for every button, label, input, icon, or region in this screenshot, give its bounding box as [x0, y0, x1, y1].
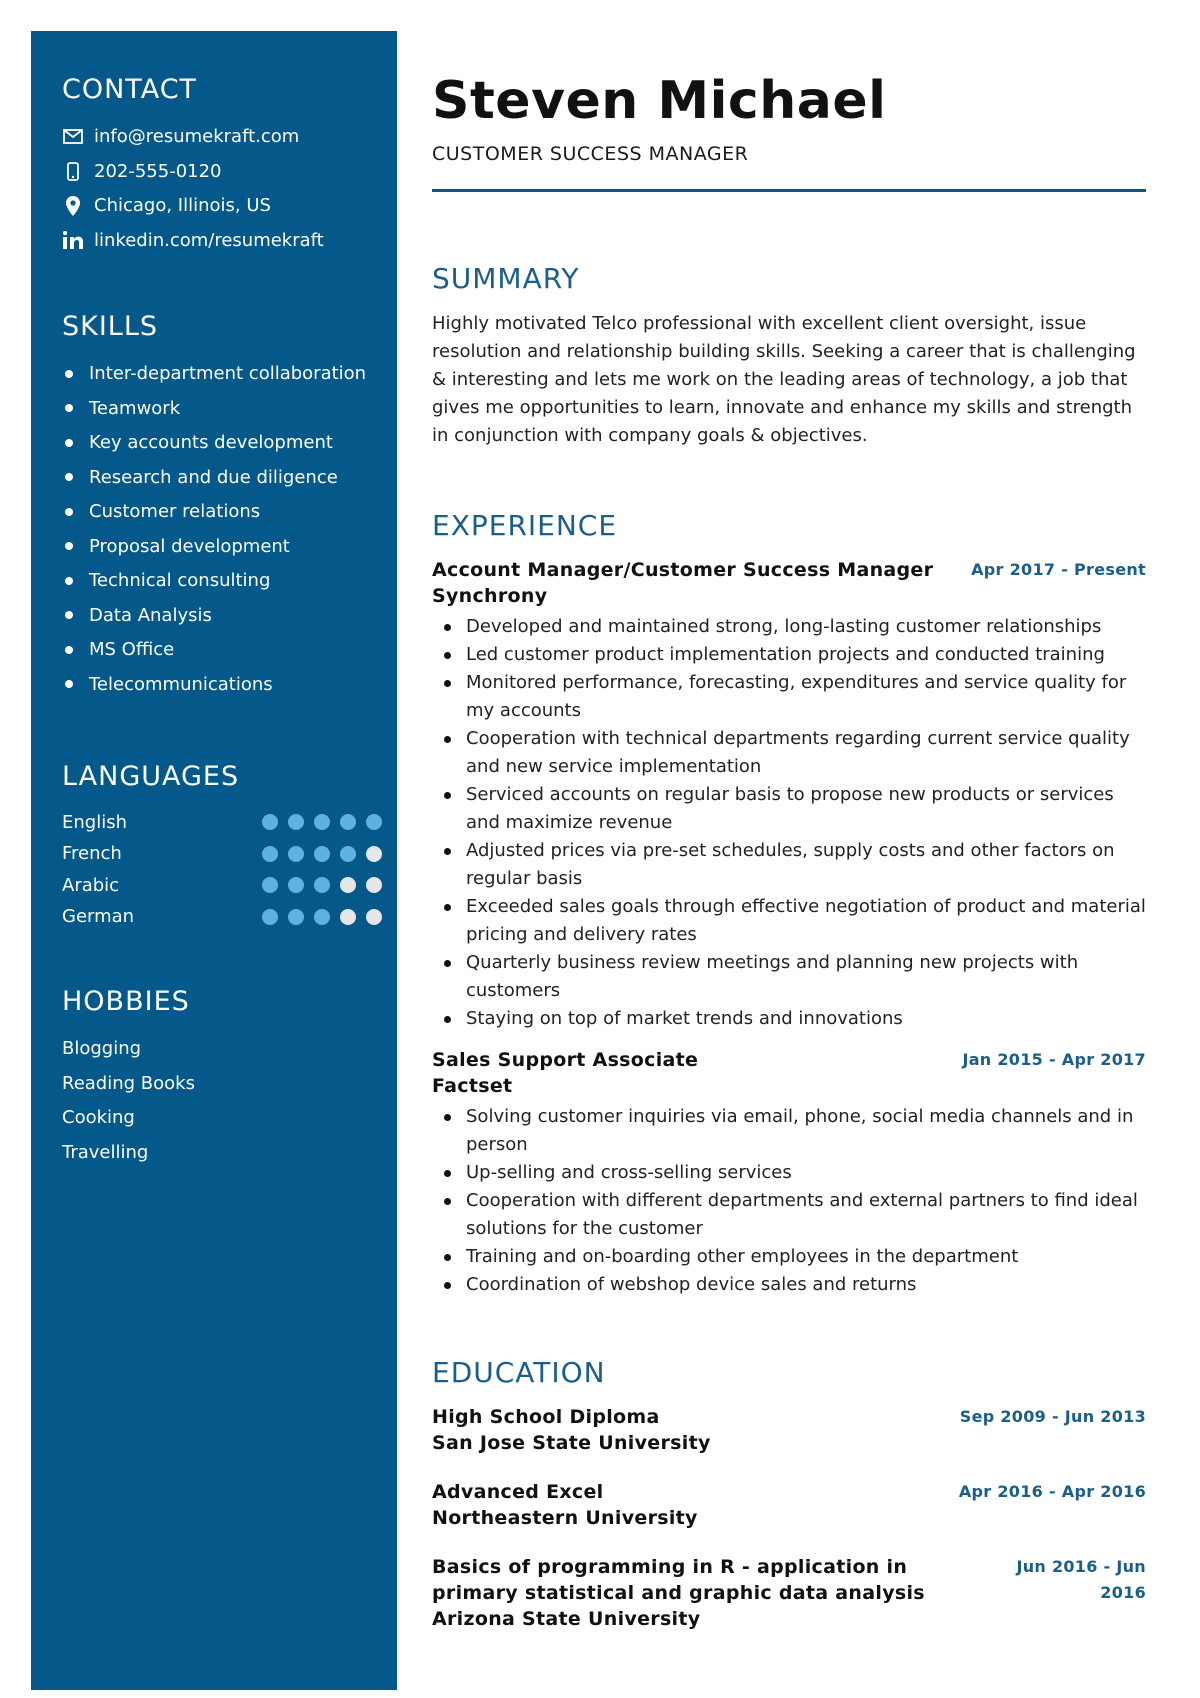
rating-dot-filled [262, 846, 278, 862]
job-company: Synchrony [432, 584, 548, 607]
job-bullet: Quarterly business review meetings and planning new projects with customers [432, 949, 1146, 1005]
job-bullet: Up-selling and cross-selling services [432, 1159, 1146, 1187]
education-heading: EDUCATION [432, 1356, 606, 1389]
skill-item [62, 494, 382, 529]
skills-section [62, 311, 382, 701]
education-dates: Jun 2016 - Jun 2016 [1016, 1556, 1146, 1602]
summary-section [432, 262, 1146, 450]
job-title: Sales Support Associate [432, 1048, 699, 1071]
job-entry [432, 557, 1146, 1033]
education-section [432, 1356, 1146, 1632]
hobbies-heading: HOBBIES [62, 986, 190, 1017]
rating-dot-filled [262, 814, 278, 830]
contact-section [62, 74, 382, 257]
candidate-name: Steven Michael [432, 71, 887, 131]
language-level-rating [262, 909, 382, 925]
rating-dot-empty [366, 846, 382, 862]
language-name: German [62, 906, 135, 928]
job-bullet: Exceeded sales goals through effective negotiation of product and material pricing and delivery rates [432, 893, 1146, 949]
linkedin-icon [62, 229, 84, 251]
language-item [62, 806, 382, 838]
job-bullets [432, 613, 1146, 1033]
education-school: Arizona State University [432, 1607, 701, 1630]
education-degree: Basics of programming in R - application in primary statistical and graphic data analysis [432, 1555, 925, 1604]
contact-email-text: info@resumekraft.com [94, 126, 300, 148]
language-name: Arabic [62, 874, 120, 896]
skill-label: Key accounts development [89, 432, 333, 454]
rating-dot-filled [288, 846, 304, 862]
rating-dot-filled [288, 814, 304, 830]
rating-dot-filled [314, 909, 330, 925]
bullet-dot [65, 473, 73, 481]
experience-section [432, 509, 1146, 1299]
hobbies-section [62, 986, 382, 1169]
contact-location [62, 188, 382, 223]
job-bullet: Adjusted prices via pre-set schedules, supply costs and other factors on regular basis [432, 837, 1146, 893]
hobby-item: Reading Books [62, 1072, 195, 1094]
skill-item [62, 632, 382, 667]
contact-linkedin[interactable] [62, 223, 382, 258]
job-bullet: Developed and maintained strong, long-lasting customer relationships [432, 613, 1146, 641]
contact-email[interactable] [62, 119, 382, 154]
skill-item [62, 460, 382, 495]
rating-dot-filled [314, 814, 330, 830]
education-degree: Advanced Excel [432, 1480, 604, 1503]
bullet-dot [65, 404, 73, 412]
contact-phone[interactable] [62, 154, 382, 189]
education-entry [432, 1404, 1146, 1456]
education-entry [432, 1479, 1146, 1531]
language-name: English [62, 811, 127, 833]
contact-heading: CONTACT [62, 74, 198, 105]
skill-item [62, 667, 382, 702]
rating-dot-filled [262, 877, 278, 893]
contact-linkedin-text: linkedin.com/resumekraft [94, 229, 324, 251]
rating-dot-filled [262, 909, 278, 925]
languages-heading: LANGUAGES [62, 761, 240, 792]
skill-label: Customer relations [89, 501, 261, 523]
bullet-dot [65, 577, 73, 585]
job-bullet: Led customer product implementation projects and conducted training [432, 641, 1146, 669]
job-title: Account Manager/Customer Success Manager [432, 558, 934, 581]
hobby-item: Blogging [62, 1038, 142, 1060]
contact-location-text: Chicago, Illinois, US [94, 195, 271, 217]
language-item [62, 838, 382, 870]
bullet-dot [65, 680, 73, 688]
skill-label: Proposal development [89, 535, 290, 557]
summary-heading: SUMMARY [432, 262, 580, 295]
job-bullets [432, 1103, 1146, 1299]
mail-icon [62, 126, 84, 148]
job-bullet: Training and on-boarding other employees in the department [432, 1243, 1146, 1271]
bullet-dot [65, 370, 73, 378]
rating-dot-empty [340, 909, 356, 925]
candidate-title: CUSTOMER SUCCESS MANAGER [432, 143, 749, 165]
location-pin-icon [62, 195, 84, 217]
skill-label: Teamwork [89, 397, 181, 419]
skill-item [62, 356, 382, 391]
bullet-dot [65, 439, 73, 447]
job-dates: Apr 2017 - Present [971, 559, 1146, 579]
rating-dot-empty [366, 909, 382, 925]
skill-item [62, 598, 382, 633]
job-company: Factset [432, 1074, 513, 1097]
skill-label: Inter-department collaboration [89, 363, 367, 385]
job-bullet: Staying on top of market trends and innovations [432, 1005, 1146, 1033]
language-name: French [62, 843, 122, 865]
rating-dot-filled [288, 877, 304, 893]
languages-section [62, 761, 382, 932]
hobby-item: Travelling [62, 1141, 149, 1163]
rating-dot-filled [340, 814, 356, 830]
experience-heading: EXPERIENCE [432, 509, 618, 542]
language-level-rating [262, 814, 382, 830]
education-degree: High School Diploma [432, 1405, 660, 1428]
skill-item [62, 529, 382, 564]
phone-icon [62, 160, 84, 182]
rating-dot-filled [340, 846, 356, 862]
education-school: San Jose State University [432, 1431, 711, 1454]
language-level-rating [262, 877, 382, 893]
rating-dot-filled [314, 846, 330, 862]
skill-item [62, 563, 382, 598]
job-bullet: Cooperation with technical departments regarding current service quality and new service implementation [432, 725, 1146, 781]
job-bullet: Serviced accounts on regular basis to propose new products or services and maximize revenue [432, 781, 1146, 837]
job-bullet: Coordination of webshop device sales and returns [432, 1271, 1146, 1299]
sidebar [31, 31, 397, 1690]
bullet-dot [65, 611, 73, 619]
header-divider [432, 189, 1146, 192]
language-level-rating [262, 846, 382, 862]
language-item [62, 901, 382, 933]
bullet-dot [65, 508, 73, 516]
skill-label: Data Analysis [89, 604, 212, 626]
skill-label: Technical consulting [89, 570, 271, 592]
contact-phone-text: 202-555-0120 [94, 160, 222, 182]
skill-item [62, 425, 382, 460]
hobby-item: Cooking [62, 1107, 135, 1129]
education-dates: Apr 2016 - Apr 2016 [958, 1481, 1146, 1501]
rating-dot-filled [314, 877, 330, 893]
bullet-dot [65, 646, 73, 654]
skill-item [62, 391, 382, 426]
job-dates: Jan 2015 - Apr 2017 [962, 1049, 1146, 1069]
education-dates: Sep 2009 - Jun 2013 [959, 1406, 1146, 1426]
bullet-dot [65, 542, 73, 550]
education-entry [432, 1554, 1146, 1632]
rating-dot-empty [366, 877, 382, 893]
language-item [62, 869, 382, 901]
rating-dot-filled [366, 814, 382, 830]
skill-label: Telecommunications [89, 673, 273, 695]
skills-heading: SKILLS [62, 311, 159, 342]
rating-dot-empty [340, 877, 356, 893]
job-bullet: Cooperation with different departments and external partners to find ideal solutions for the customer [432, 1187, 1146, 1243]
job-bullet: Solving customer inquiries via email, phone, social media channels and in person [432, 1103, 1146, 1159]
rating-dot-filled [288, 909, 304, 925]
job-entry [432, 1047, 1146, 1299]
skill-label: Research and due diligence [89, 466, 338, 488]
skill-label: MS Office [89, 639, 175, 661]
education-school: Northeastern University [432, 1506, 698, 1529]
summary-text: Highly motivated Telco professional with excellent client oversight, issue resolution and relationship building skills. Seeking a career that is challenging & interesting and lets me work on the leading areas of technology, a job that gives me opportunities to learn, innovate and enhance my skills and strength in conjunction with company goals & objectives. [432, 312, 1136, 446]
job-bullet: Monitored performance, forecasting, expenditures and service quality for my accounts [432, 669, 1146, 725]
